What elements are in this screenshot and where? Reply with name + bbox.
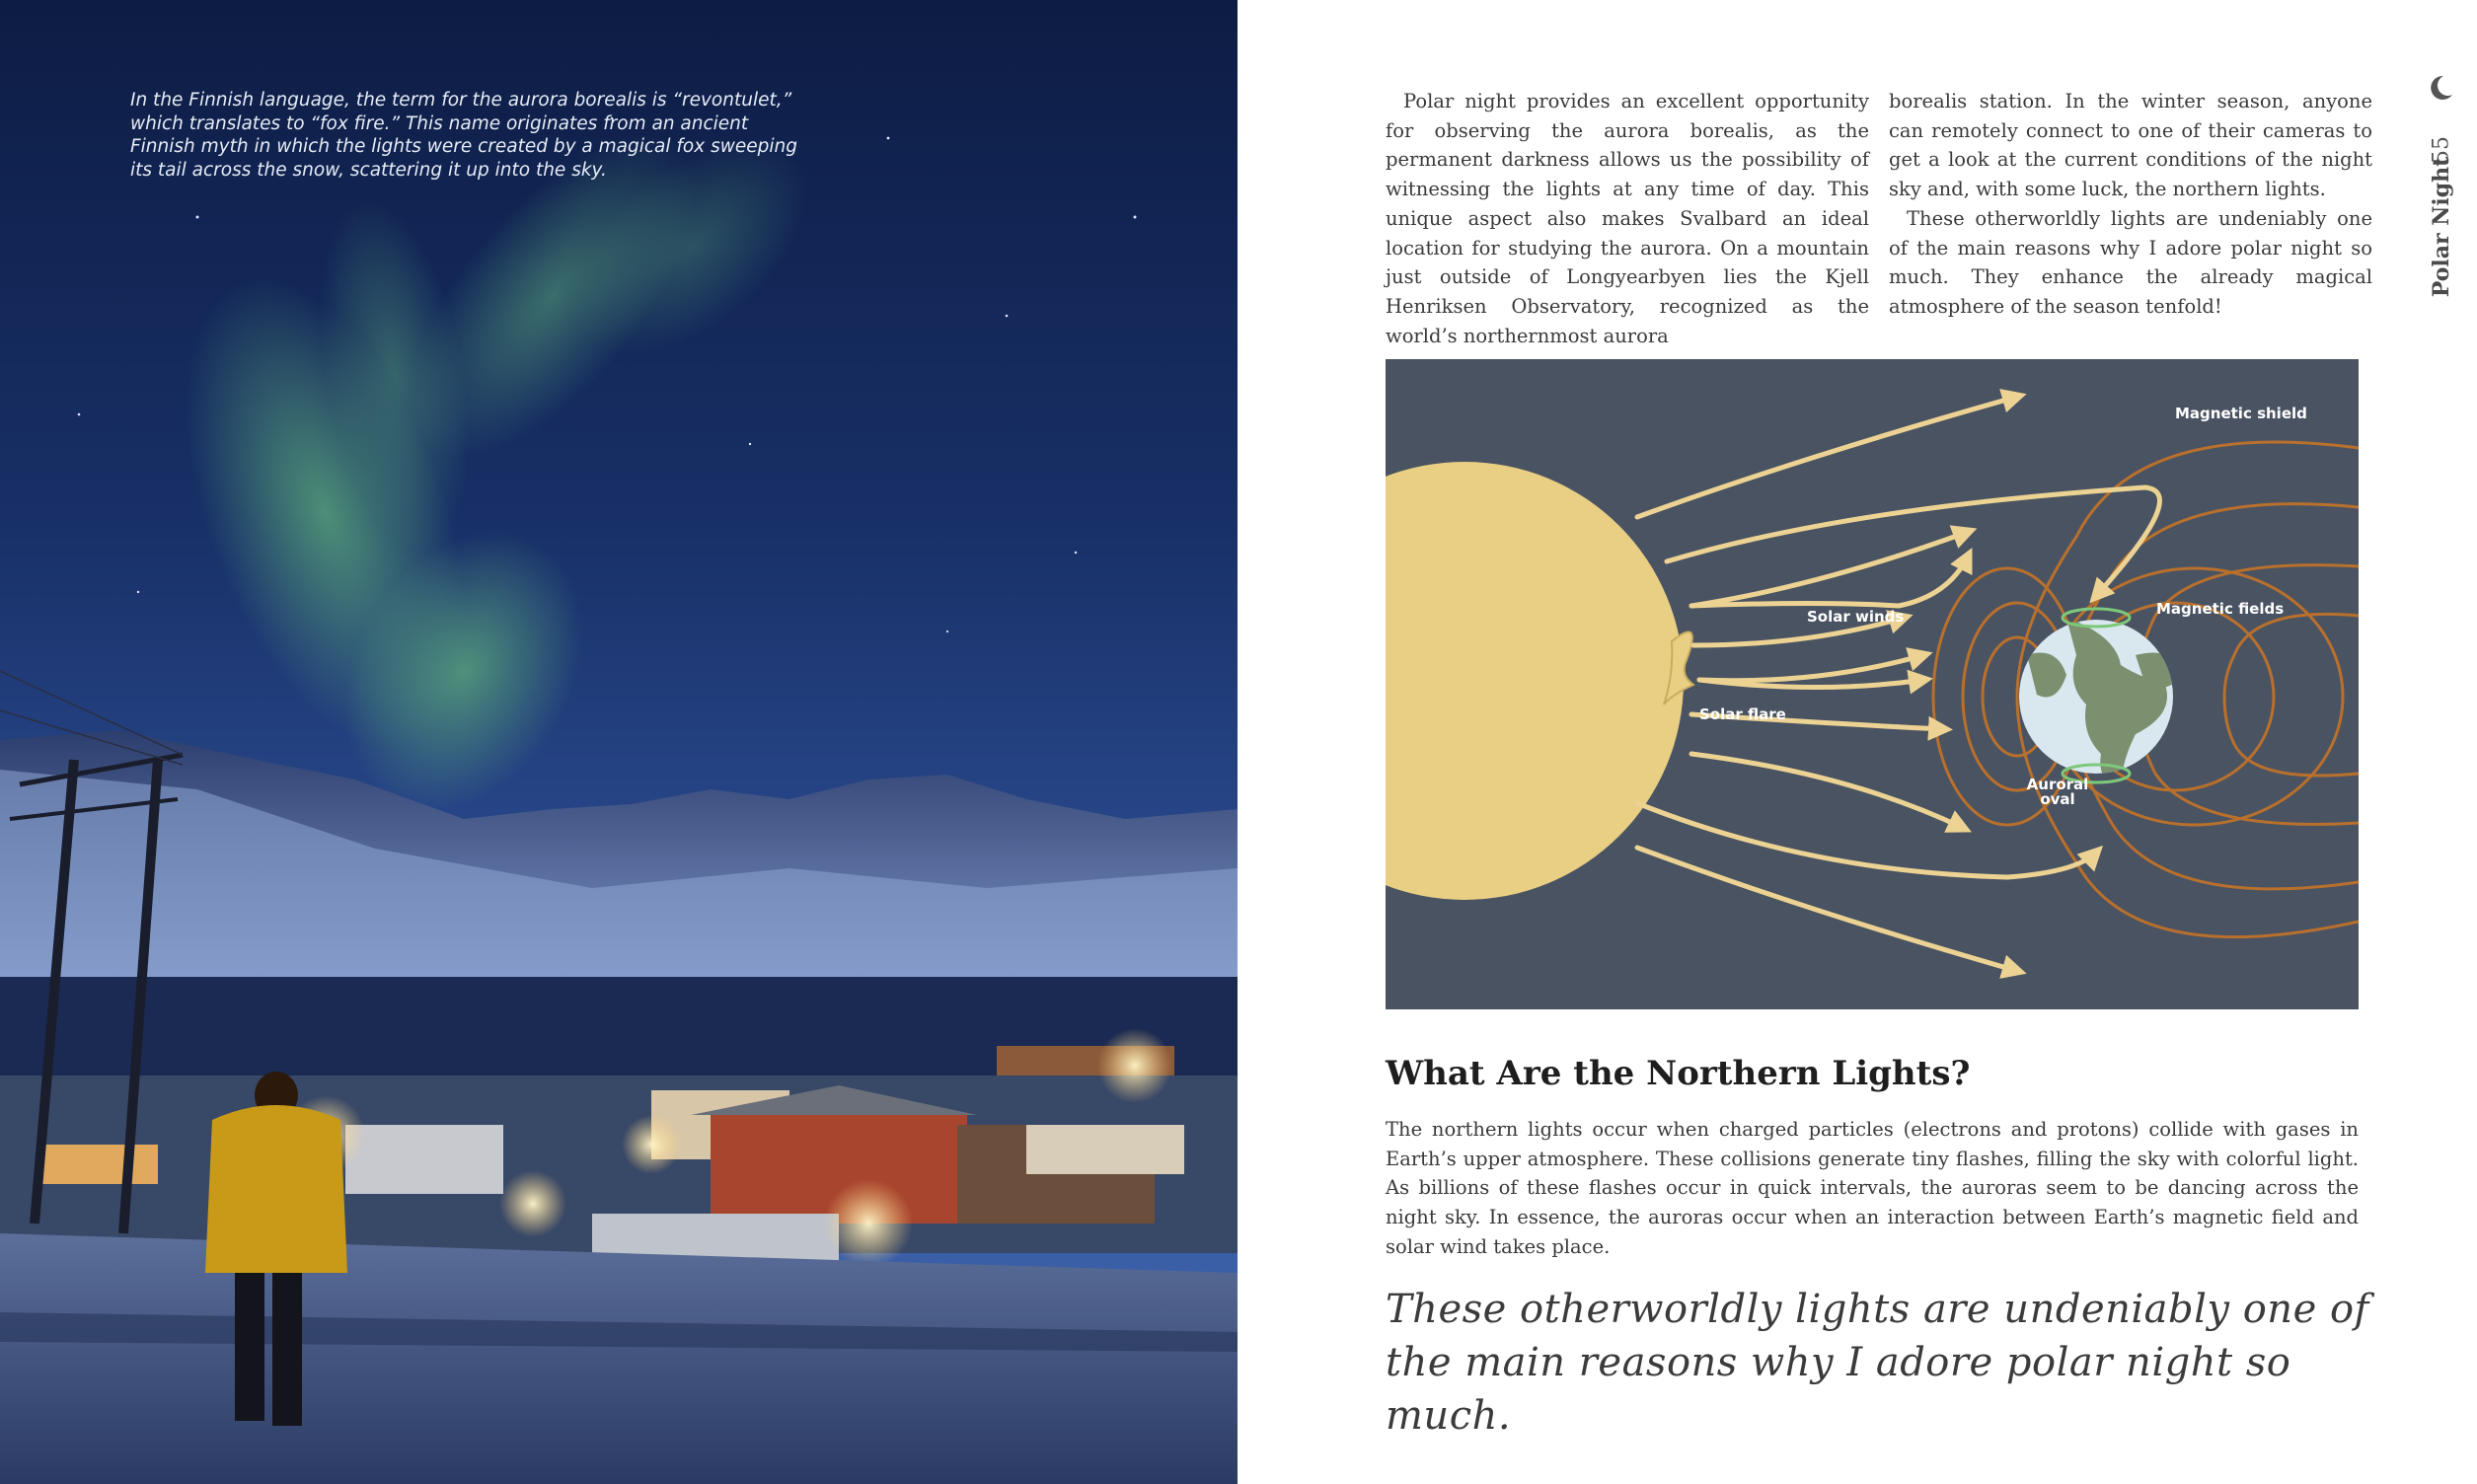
crescent-moon-icon	[2426, 73, 2455, 103]
label-auroral-oval-line1: Auroral	[2026, 776, 2089, 793]
label-auroral-oval-line2: oval	[2040, 790, 2075, 808]
sun	[1386, 462, 1684, 900]
article-column-right	[1889, 87, 2372, 322]
label-magnetic-fields: Magnetic fields	[2156, 600, 2285, 618]
section-heading: What Are the Northern Lights?	[1386, 1054, 1971, 1093]
label-solar-winds: Solar winds	[1807, 608, 1905, 626]
article-paragraph: borealis station. In the winter season, anyone can remotely connect to one of their cameras to get a look at the current conditions of the night sky and, with some luck, the northern lights.	[1889, 90, 2372, 201]
aurora-photo-illustration	[0, 0, 1238, 1484]
pull-quote-line: These otherworldly lights are undeniably one of	[1386, 1287, 2369, 1332]
section-body: The northern lights occur when charged particles (electrons and protons) collide with gases in Earth’s upper atmosphere. These collisions generate tiny flashes, filling the sky with colorful light. As billions of these flashes occur in quick intervals, the auroras seem to be dancing across the night sky. In essence, the auroras occur when an interaction between Earth’s magnetic field and solar wind takes place.	[1386, 1118, 2359, 1258]
label-solar-flare: Solar flare	[1699, 705, 1786, 723]
label-magnetic-shield: Magnetic shield	[2175, 405, 2307, 422]
article-column-left	[1386, 87, 1869, 350]
page-number: 55	[2429, 136, 2454, 164]
article-paragraph: Polar night provides an excellent opportunity for observing the aurora borealis, as the permanent darkness allows us the possibility of witnessing the lights at any time of day. This unique aspect also makes Svalbard an ideal location for studying the aurora. On a mountain just outside of Longyearbyen lies the Kjell Henriksen Observatory, recognized as the world’s northernmost aurora	[1386, 90, 1869, 347]
pull-quote-line: the main reasons why I adore polar night so much.	[1386, 1340, 2291, 1439]
aurora-photo	[0, 0, 1238, 1484]
running-title: Polar Night	[2429, 156, 2454, 298]
snowy-road	[0, 1233, 1238, 1484]
solar-wind-diagram	[1386, 359, 2359, 1009]
earth	[2019, 618, 2185, 793]
photo-caption: In the Finnish language, the term for the aurora borealis is “revontulet,” which translates to “fox fire.” This name originates from an ancient Finnish myth in which the lights were created by a magical fox sweeping its tail across the snow, scattering it up into the sky.	[130, 90, 797, 181]
pull-quote	[1386, 1283, 2382, 1443]
article-paragraph: These otherworldly lights are undeniably one of the main reasons why I adore polar night so much. They enhance the already magical atmosphere of the season tenfold!	[1889, 206, 2372, 318]
